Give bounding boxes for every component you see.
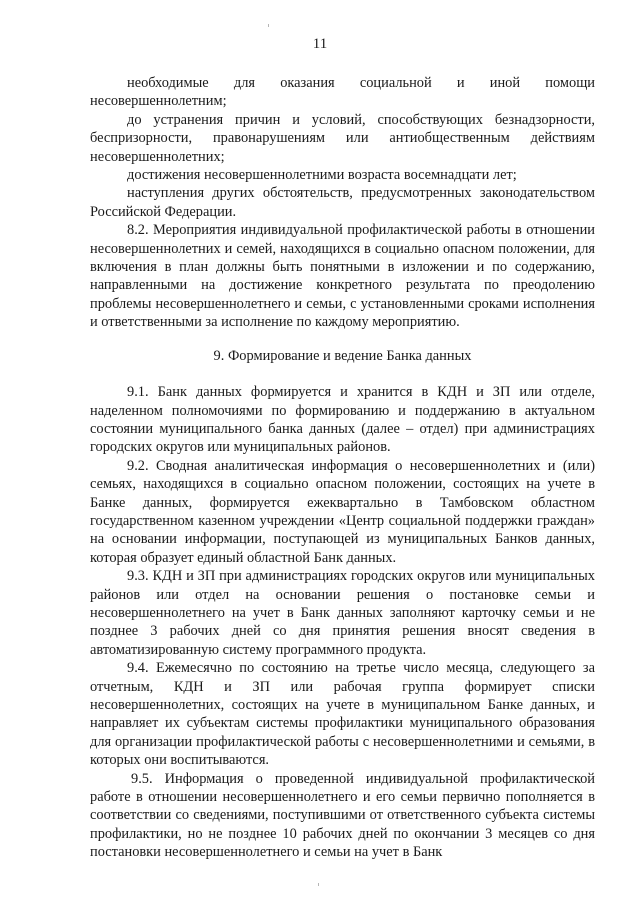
paragraph-9-5: 9.5. Информация о проведенной индивидуальной профилактической работе в отношении несовершеннолетнего и его семьи первично пополняется в соответствии со сведениями, поступившими от ответственного субъекта системы профилактики, но не позднее 10 рабочих дней по окончании 3 месяцев со дня постановки несовершеннолетнего и семьи на учет в Банк	[90, 770, 595, 861]
paragraph-8-2: 8.2. Мероприятия индивидуальной профилактической работы в отношении несовершеннолетних и семей, находящихся в социально опасном положении, для включения в план должны быть понятными в изложении и по содержанию, направленными на достижение конкретного результата по преодолению проблемы несовершеннолетнего и семьи, с установленными сроками исполнения и ответственными за исполнение по каждому мероприятию.	[90, 222, 595, 331]
paragraph-9-4: 9.4. Ежемесячно по состоянию на третье число месяца, следующего за отчетным, КДН и ЗП или рабочая группа формирует списки несовершеннолетних, состоящих на учете в муниципальном Банке данных, и направляет их субъектам системы профилактики муниципального образования для организации профилактической работы с несовершеннолетними и семьями, в которых они воспитываются.	[90, 660, 595, 769]
paragraph-9-3: 9.3. КДН и ЗП при администрациях городских округов или муниципальных районов или отдел на основании решения о постановке семьи и несовершеннолетнего на учет в Банк данных заполняют карточку семьи и не позднее 3 рабочих дней со дня принятия решения вносят сведения в автоматизированную систему программного продукта.	[90, 568, 595, 658]
section-heading: 9. Формирование и ведение Банка данных	[213, 347, 472, 364]
paragraph-causes: до устранения причин и условий, способствующих безнадзорности, беспризорности, правонарушениям или антиобщественным действиям несовершеннолетних;	[90, 111, 595, 165]
page-number: 11	[312, 36, 328, 52]
paragraph-9-1: 9.1. Банк данных формируется и хранится в КДН и ЗП или отделе, наделенном полномочиями по формированию и поддержанию в актуальном состоянии муниципального банка данных (далее – отдел) при администрациях городских округов или муниципальных районов.	[90, 384, 595, 456]
paragraph-other-circumstances: наступления других обстоятельств, предусмотренных законодательством Российской Федерации.	[90, 185, 595, 220]
paragraph-help: необходимые для оказания социальной и иной помощи несовершеннолетним;	[90, 75, 595, 110]
paragraph-9-2: 9.2. Сводная аналитическая информация о несовершеннолетних и (или) семьях, находящихся в социально опасном положении, состоящих на учете в Банке данных, формируется ежеквартально в Тамбовском областном государственном казенном учреждении «Центр социальной поддержки граждан» на основании информации, поступающей из муниципальных Банков данных, которая образует единый областной Банк данных.	[90, 457, 595, 566]
scan-mark-top	[268, 24, 269, 27]
scan-mark-bottom	[318, 883, 319, 886]
paragraph-age: достижения несовершеннолетними возраста восемнадцати лет;	[127, 167, 517, 184]
document-body	[90, 74, 595, 862]
